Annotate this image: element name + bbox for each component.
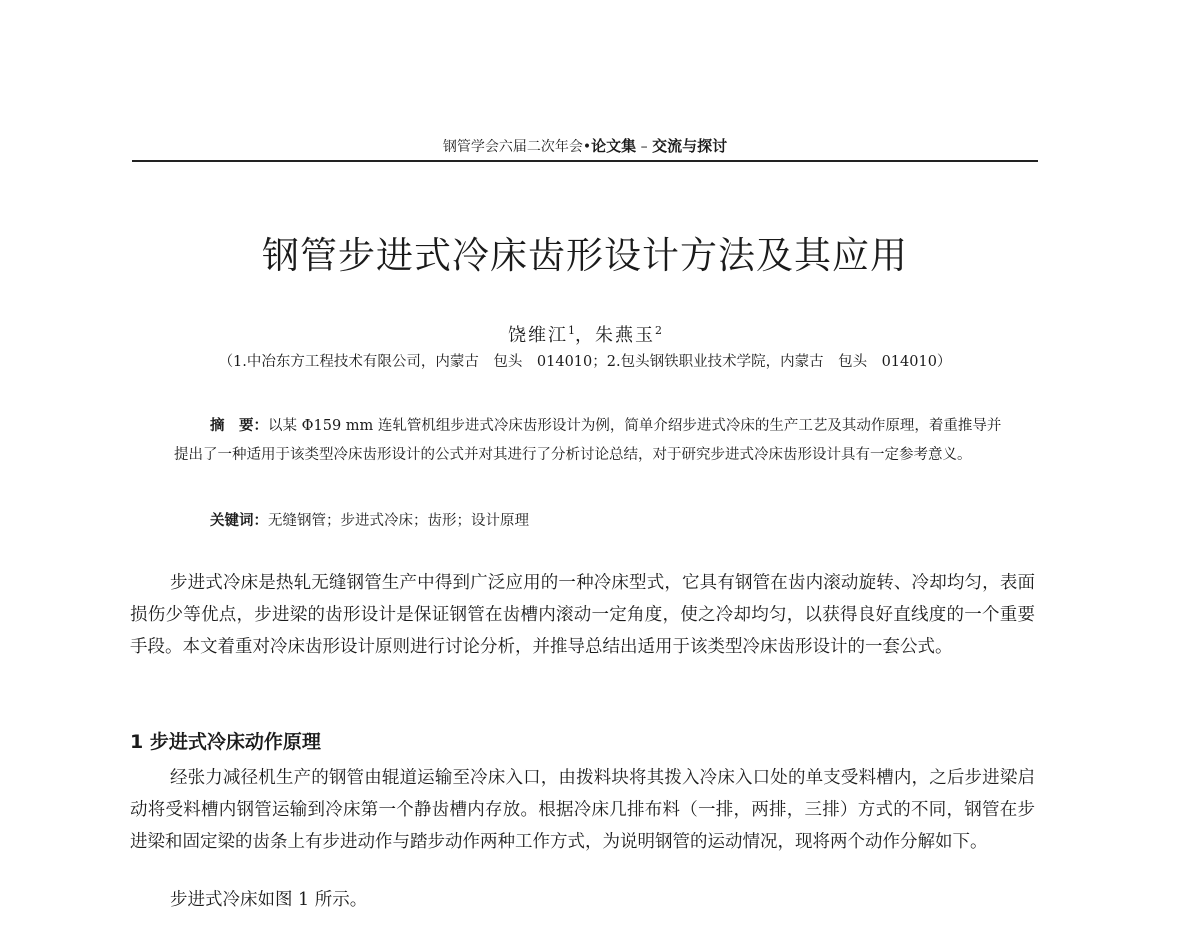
keywords-label: 关键词：	[210, 513, 268, 529]
figure-reference: 步进式冷床如图 1 所示。	[170, 890, 368, 910]
author-line	[0, 318, 1170, 349]
abstract	[174, 412, 1004, 470]
author-1-affil-mark: 1	[568, 324, 575, 337]
header-dash: –	[640, 139, 648, 155]
abstract-text: 以某 Φ159 mm 连轧管机组步进式冷床齿形设计为例，简单介绍步进式冷床的生产工艺及其动作原理，着重推导并提出了一种适用于该类型冷床齿形设计的公式并对其进行了分析讨论总结，对于研究步进式冷床齿形设计具有一定参考意义。	[174, 418, 1002, 463]
section-1-heading: 1 步进式冷床动作原理	[130, 731, 321, 753]
header-separator: •	[582, 139, 592, 155]
collection-name: 论文集	[591, 137, 637, 155]
intro-paragraph: 步进式冷床是热轧无缝钢管生产中得到广泛应用的一种冷床型式，它具有钢管在齿内滚动旋转、冷却均匀，表面损伤少等优点，步进梁的齿形设计是保证钢管在齿槽内滚动一定角度，使之冷却均匀，以获得良好直线度的一个重要手段。本文着重对冷床齿形设计原则进行讨论分析，并推导总结出适用于该类型冷床齿形设计的一套公式。	[130, 573, 1035, 657]
paper-title: 钢管步进式冷床齿形设计方法及其应用	[262, 234, 908, 277]
author-1: 饶维江	[508, 325, 568, 346]
keywords-text: 无缝钢管；步进式冷床；齿形；设计原理	[268, 513, 529, 529]
author-2-affil-mark: 2	[655, 324, 662, 337]
conference-name: 钢管学会六届二次年会	[442, 139, 583, 155]
affiliations: （1.中冶东方工程技术有限公司，内蒙古 包头 014010；2.包头钢铁职业技术学院，内蒙古 包头 014010）	[218, 354, 952, 370]
author-2: 朱燕玉	[595, 325, 655, 346]
abstract-label: 摘 要：	[210, 418, 268, 434]
header-rule	[132, 160, 1038, 162]
running-header	[132, 136, 1038, 157]
author-separator: ，	[575, 325, 595, 346]
keywords	[210, 508, 1010, 534]
section-1-paragraph: 经张力减径机生产的钢管由辊道运输至冷床入口，由拨料块将其拨入冷床入口处的单支受料槽内，之后步进梁启动将受料槽内钢管运输到冷床第一个静齿槽内存放。根据冷床几排布料（一排，两排，三排）方式的不同，钢管在步进梁和固定梁的齿条上有步进动作与踏步动作两种工作方式，为说明钢管的运动情况，现将两个动作分解如下。	[130, 768, 1035, 852]
column-name: 交流与探讨	[652, 137, 728, 155]
